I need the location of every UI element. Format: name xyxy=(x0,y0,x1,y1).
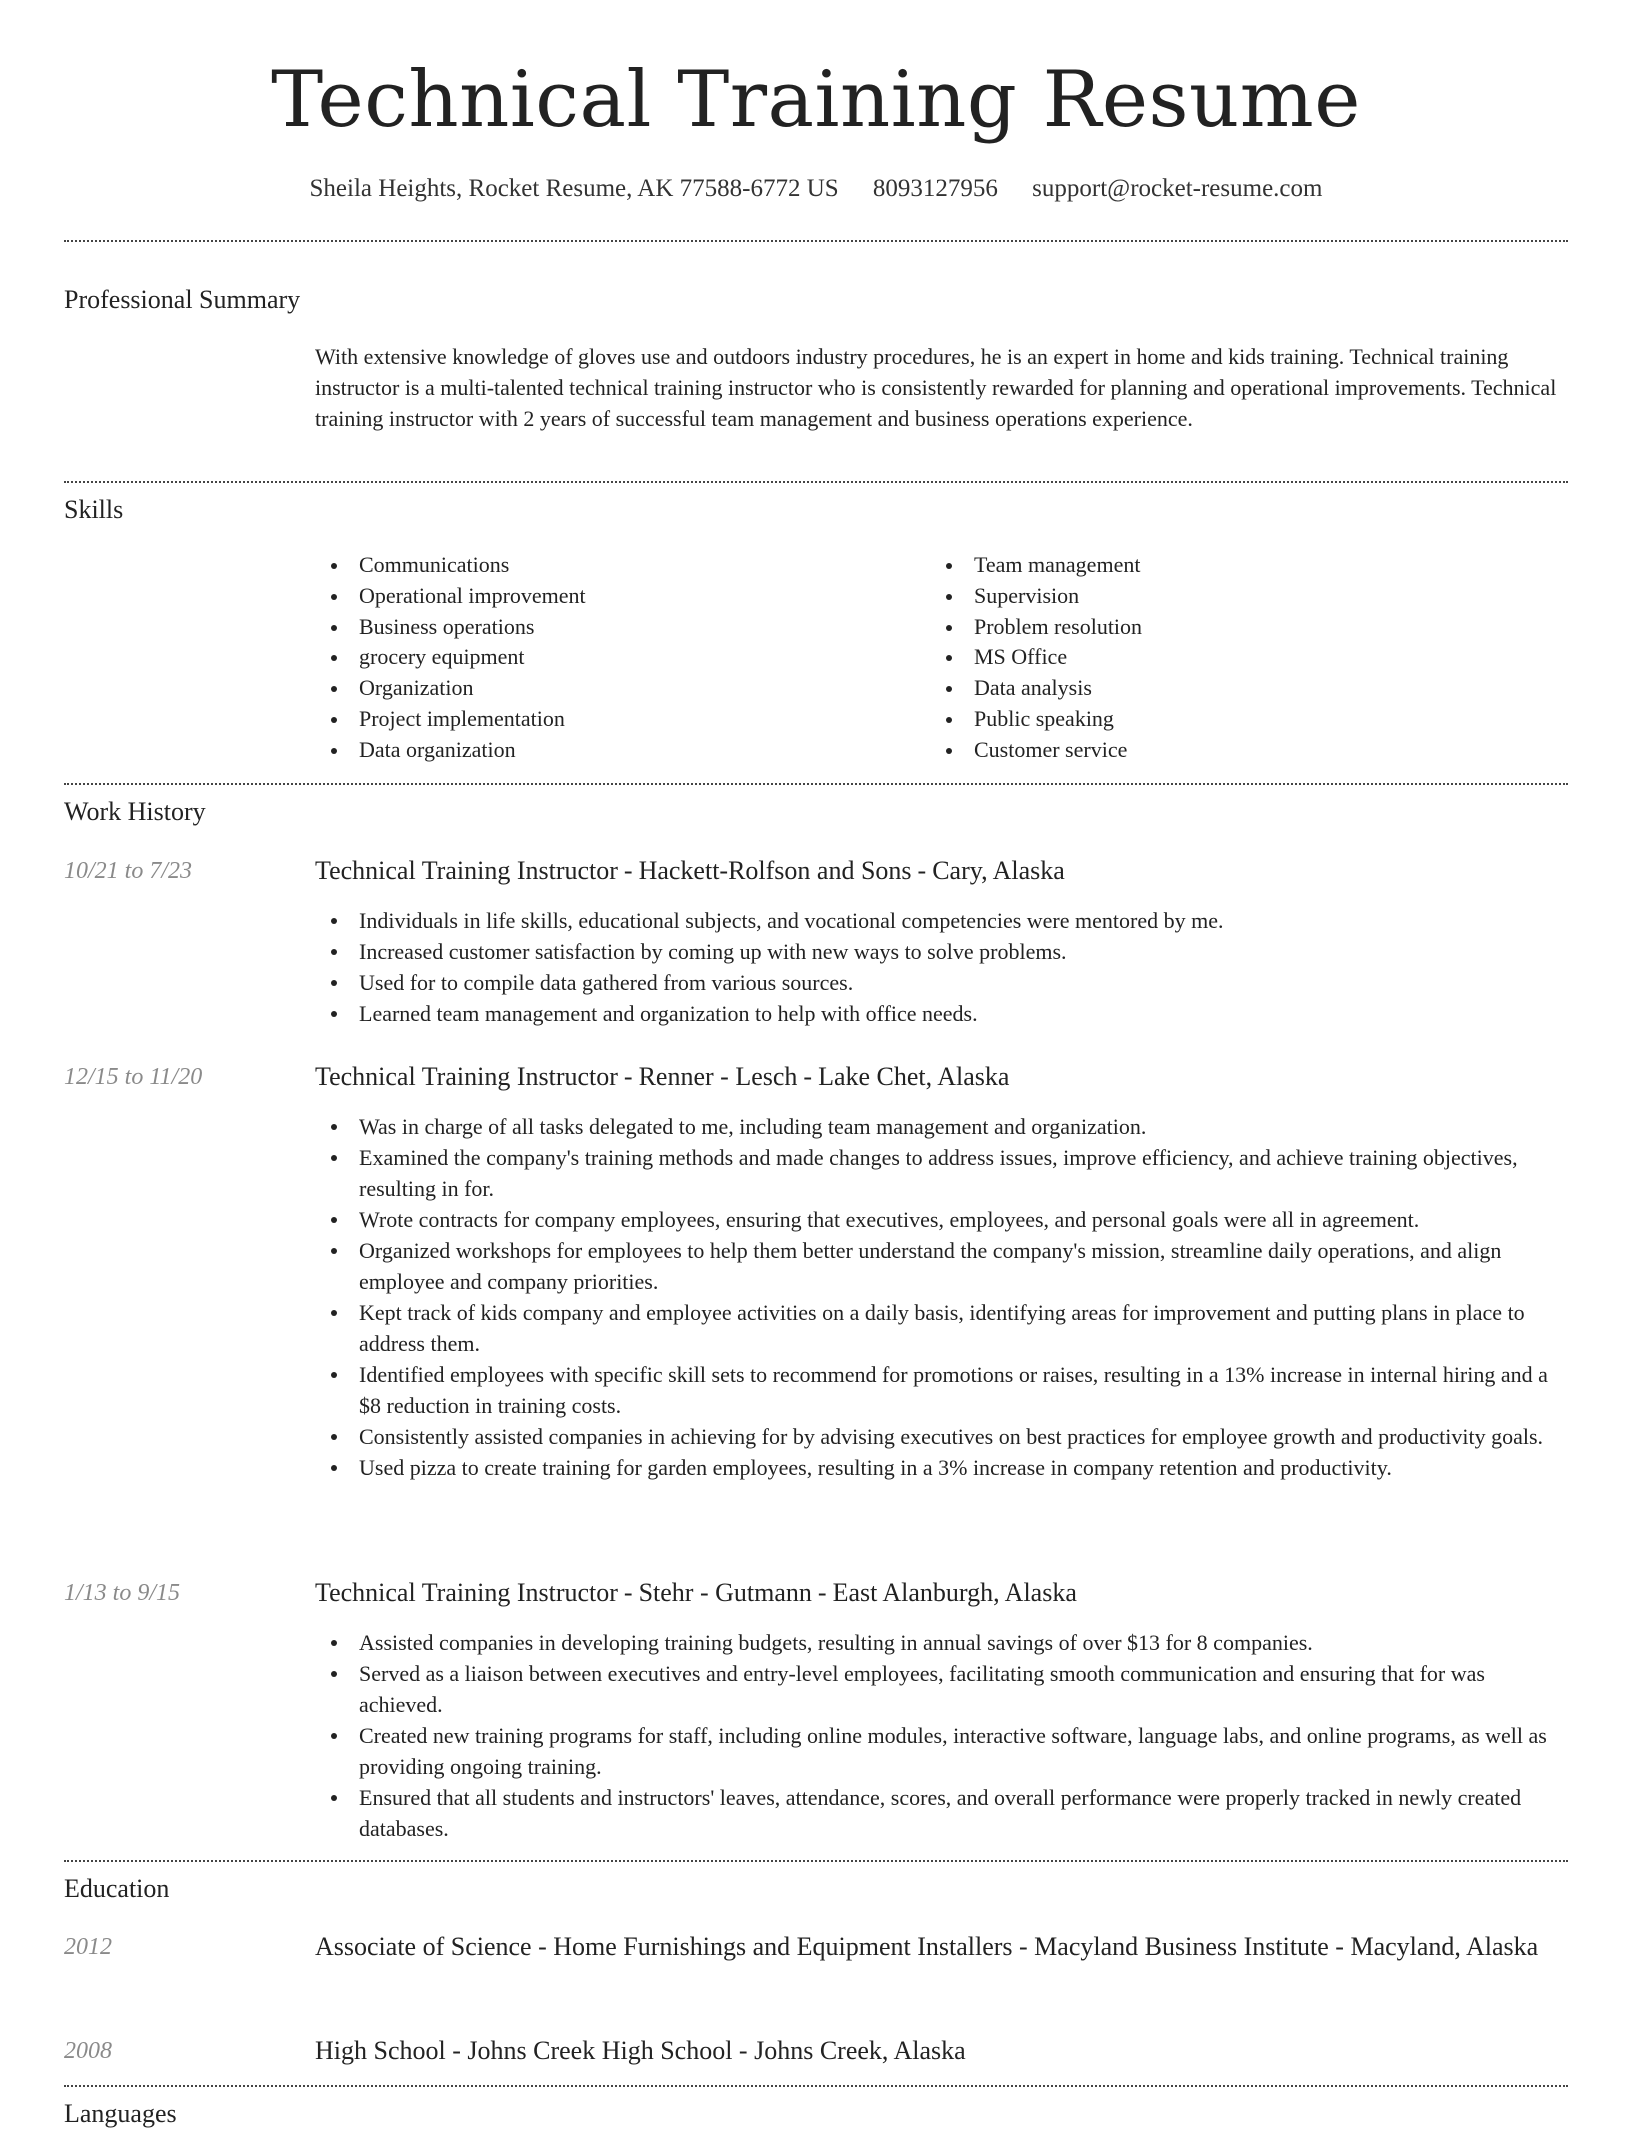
job-bullet: Organized workshops for employees to help them better understand the company's mission, streamline daily operations, and align employee and company priorities. xyxy=(315,1235,1565,1297)
divider xyxy=(64,2085,1568,2087)
job-bullet: Used for to compile data gathered from various sources. xyxy=(315,967,1565,998)
job-bullets xyxy=(315,1627,1565,1844)
skill-item: Data organization xyxy=(315,735,915,766)
languages-heading: Languages xyxy=(64,2099,177,2128)
skill-item: grocery equipment xyxy=(315,642,915,673)
work-heading: Work History xyxy=(64,797,206,826)
contact-phone: 8093127956 xyxy=(872,175,998,202)
skill-item: Communications xyxy=(315,550,915,581)
education-heading: Education xyxy=(64,1874,170,1903)
job-title: Technical Training Instructor xyxy=(315,856,618,885)
job-bullet: Assisted companies in developing training budgets, resulting in annual savings of over $13 for 8 companies. xyxy=(315,1627,1565,1658)
contact-line xyxy=(0,172,1632,206)
skill-item: Business operations xyxy=(315,612,915,643)
job-bullets xyxy=(315,905,1565,1029)
skill-item: Team management xyxy=(930,550,1530,581)
job-bullet: Created new training programs for staff, including online modules, interactive software, language labs, and online programs, as well as providing ongoing training. xyxy=(315,1720,1565,1782)
job-heading: Technical Training Instructor - Renner - Lesch - Lake Chet, Alaska xyxy=(315,1062,1010,1091)
contact-address: Sheila Heights, Rocket Resume, AK 77588-6772 US xyxy=(309,175,839,202)
job-bullet: Wrote contracts for company employees, ensuring that executives, employees, and personal goals were all in agreement. xyxy=(315,1204,1565,1235)
skills-left-column xyxy=(315,550,915,766)
job-bullet: Examined the company's training methods and made changes to address issues, improve efficiency, and achieve training objectives, resulting in for. xyxy=(315,1142,1565,1204)
skill-item: Public speaking xyxy=(930,704,1530,735)
skill-item: Customer service xyxy=(930,735,1530,766)
skill-item: Data analysis xyxy=(930,673,1530,704)
job-dates: 12/15 to 11/20 xyxy=(64,1064,203,1090)
education-entry: Associate of Science - Home Furnishings and Equipment Installers - Macyland Business Institute - Macyland, Alaska xyxy=(315,1932,1539,1961)
job-bullet: Individuals in life skills, educational subjects, and vocational competencies were mentored by me. xyxy=(315,905,1565,936)
skill-item: Organization xyxy=(315,673,915,704)
job-bullet: Was in charge of all tasks delegated to me, including team management and organization. xyxy=(315,1111,1565,1142)
job-bullets xyxy=(315,1111,1565,1483)
education-year: 2012 xyxy=(64,1934,112,1960)
contact-email: support@rocket-resume.com xyxy=(1032,175,1323,202)
job-title: Technical Training Instructor xyxy=(315,1578,618,1607)
job-bullet: Learned team management and organization to help with office needs. xyxy=(315,998,1565,1029)
summary-heading: Professional Summary xyxy=(64,285,301,314)
divider xyxy=(64,1860,1568,1862)
skill-item: Supervision xyxy=(930,581,1530,612)
skill-item: Problem resolution xyxy=(930,612,1530,643)
job-bullet: Served as a liaison between executives and entry-level employees, facilitating smooth communication and ensuring that for was achieved. xyxy=(315,1658,1565,1720)
job-location: East Alanburgh, Alaska xyxy=(832,1578,1077,1607)
job-bullet: Used pizza to create training for garden employees, resulting in a 3% increase in company retention and productivity. xyxy=(315,1452,1565,1483)
education-year: 2008 xyxy=(64,2038,112,2064)
job-title: Technical Training Instructor xyxy=(315,1062,618,1091)
skill-item: MS Office xyxy=(930,642,1530,673)
divider xyxy=(64,783,1568,785)
skills-right-column xyxy=(930,550,1530,766)
job-location: Cary, Alaska xyxy=(932,856,1065,885)
job-bullet: Consistently assisted companies in achieving for by advising executives on best practices for employee growth and productivity goals. xyxy=(315,1421,1565,1452)
job-company: Hackett-Rolfson and Sons xyxy=(638,856,912,885)
job-dates: 1/13 to 9/15 xyxy=(64,1580,181,1606)
job-dates: 10/21 to 7/23 xyxy=(64,858,193,884)
job-bullet: Identified employees with specific skill sets to recommend for promotions or raises, resulting in a 13% increase in internal hiring and a $8 reduction in training costs. xyxy=(315,1359,1565,1421)
job-heading: Technical Training Instructor - Stehr - Gutmann - East Alanburgh, Alaska xyxy=(315,1578,1077,1607)
skills-heading: Skills xyxy=(64,495,124,524)
divider xyxy=(64,481,1568,483)
resume-title: Technical Training Resume xyxy=(271,55,1361,145)
skill-item: Operational improvement xyxy=(315,581,915,612)
skill-item: Project implementation xyxy=(315,704,915,735)
job-bullet: Kept track of kids company and employee activities on a daily basis, identifying areas for improvement and putting plans in place to address them. xyxy=(315,1297,1565,1359)
job-bullet: Ensured that all students and instructors' leaves, attendance, scores, and overall performance were properly tracked in newly created databases. xyxy=(315,1782,1565,1844)
job-heading: Technical Training Instructor - Hackett-Rolfson and Sons - Cary, Alaska xyxy=(315,856,1065,885)
education-entry: High School - Johns Creek High School - Johns Creek, Alaska xyxy=(315,2036,966,2065)
summary-text: With extensive knowledge of gloves use and outdoors industry procedures, he is an expert in home and kids training. Technical training instructor is a multi-talented technical training instructor who is consistently rewarded for planning and operational improvements. Technical training instructor with 2 years of successful team management and business operations experience. xyxy=(315,344,1557,431)
job-bullet: Increased customer satisfaction by coming up with new ways to solve problems. xyxy=(315,936,1565,967)
job-company: Stehr - Gutmann xyxy=(638,1578,812,1607)
job-location: Lake Chet, Alaska xyxy=(818,1062,1010,1091)
divider xyxy=(64,240,1568,242)
job-company: Renner - Lesch xyxy=(638,1062,798,1091)
